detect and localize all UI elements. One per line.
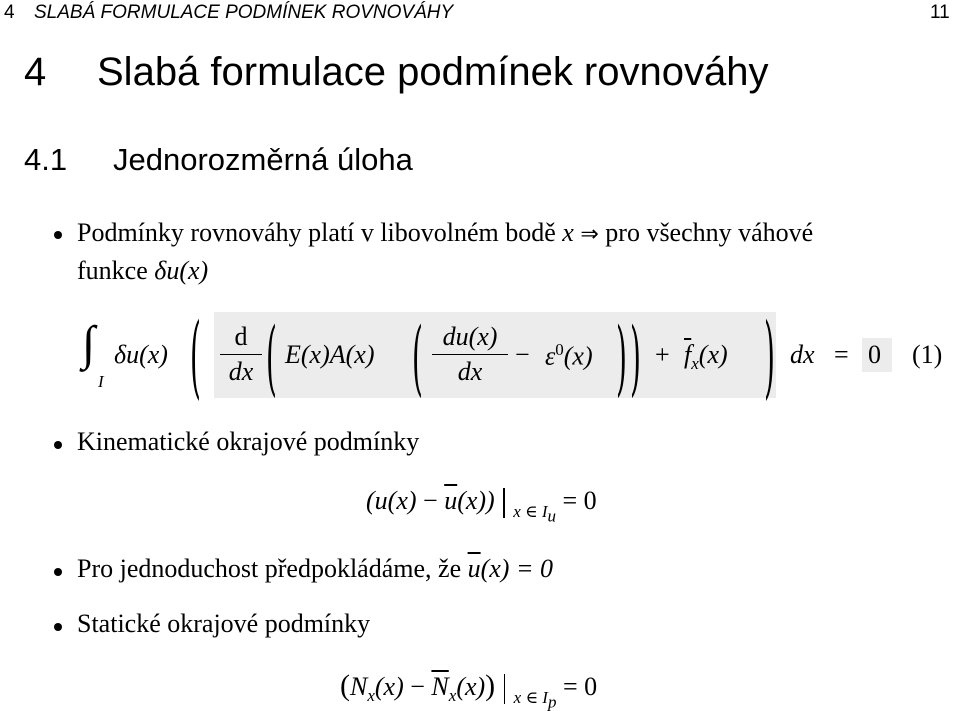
initial-strain: $\varepsilon^0(x)$	[545, 340, 593, 371]
running-title: SLABÁ FORMULACE PODMÍNEK ROVNOVÁHY	[34, 2, 454, 23]
dx-differential: dx	[790, 340, 815, 369]
right-paren-2: )	[630, 310, 641, 406]
header-section-number: 4	[4, 2, 15, 23]
bullet-3-text: Pro jednoduchost předpokládáme, že $\overline{u}(x) = 0$	[77, 554, 554, 583]
weight-function: δu(x)	[114, 340, 168, 369]
evaluation-bar	[503, 488, 505, 518]
bullet-1-text-cont: funkce δu(x)	[77, 256, 209, 285]
right-paren-3: )	[616, 310, 627, 406]
equals-sign: =	[834, 340, 849, 369]
equation-2: $(u(x) - \overline{u}(x))$ $_{x \in I_u}$ = 0	[366, 486, 597, 526]
integral-sign: ∫	[82, 317, 96, 370]
evaluation-bar	[504, 674, 506, 704]
equation-label: (1)	[912, 340, 943, 369]
subsection-number: 4.1	[24, 142, 68, 177]
bullet-4-text: Statické okrajové podmínky	[77, 609, 371, 638]
bullet-2-text: Kinematické okrajové podmínky	[77, 427, 420, 456]
distributed-load: $\overline{f}_x(x)$	[684, 340, 728, 374]
bullet-dot	[54, 623, 62, 631]
page-number: 11	[930, 2, 950, 23]
equation-3: $(N_x(x) - \overline{N}_x(x)) _{x \in I_p} = 0$	[340, 669, 598, 711]
section-title: Slabá formulace podmínek rovnováhy	[97, 50, 769, 94]
equation-rhs: 0	[868, 340, 881, 369]
left-paren-2: (	[266, 310, 277, 406]
strain-fraction: $\frac{du(x)}{dx}$	[432, 320, 508, 389]
section-number: 4	[24, 50, 47, 94]
big-right-paren: )	[764, 304, 775, 410]
big-left-paren: (	[190, 304, 201, 410]
derivative-operator: $\frac{d}{dx}$	[220, 320, 262, 389]
integral-domain: I	[98, 372, 104, 391]
minus-sign: −	[515, 340, 530, 369]
stiffness-EA: E(x)A(x)	[285, 340, 375, 369]
bullet-1-text: Podmínky rovnováhy platí v libovolném bodě x ⇒ pro všechny váhové	[77, 218, 814, 247]
bullet-dot	[54, 441, 62, 449]
left-paren-3: (	[412, 310, 423, 406]
plus-sign: +	[655, 340, 670, 369]
subsection-title: Jednorozměrná úloha	[113, 142, 413, 177]
bullet-dot	[54, 231, 62, 239]
bullet-dot	[54, 568, 62, 576]
